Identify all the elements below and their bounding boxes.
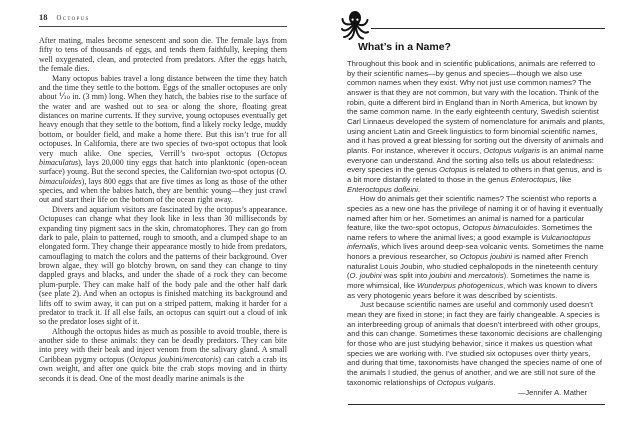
running-head-title: Octopus: [56, 15, 90, 22]
paragraph: Many octopus babies travel a long distance between the time they hatch and the time they settle to the bottom. Eggs of the smaller octopuses are only about ⅒ in. (3 mm) long. When they hatch, the babies rise to the surface of the water and are washed out to sea or along the shore, floating great distances on marine currents. If they survive, young octopuses eventually get heavy enough that they settle to the bottom, find a likely rocky ledge, muddy bottom, or boulder field, and make a home there. But this isn’t true for all octopuses. In California, there are two species of two-spot octopus that look very much alike. One species, Verrill’s two-spot octopus (Octopus bimaculatus), lays 20,000 tiny eggs that hatch into planktonic (open-ocean surface) young. But the second species, the Californian two-spot octopus (O. bimaculoides), lays 800 eggs that are five times as long as those of the other species, and when the babies hatch, they are benthic young—they just crawl out and start their life on the bottom of the ocean right away.: [39, 73, 287, 205]
attribution: —Jennifer A. Mather: [517, 388, 587, 398]
running-head: [39, 12, 287, 24]
left-page-body: [39, 36, 287, 383]
header-rule: [39, 26, 287, 27]
page-number: 18: [39, 12, 48, 22]
paragraph: Divers and aquarium visitors are fascinated by the octopus’s appearance. Octopuses can change what they look like in less than 30 milliseconds by expanding tiny pigment sacs in the skin, chromatophores. They can go from dark to pale, plain to patterned, rough to smooth, and a clumped shape to an elongated form. They change their appearance mostly to hide from predators, camouflaging to match the colors and the patterns of their background. Over brown algae, they will go blotchy brown, on sand they can change to tiny dappled grays and blacks, and under the shade of a rock they can become plum-purple. They can make half of the body pale and the other half dark (see plate 2). And when an octopus is finished matching its background and lifts off to swim away, it can put on a striped pattern, making it harder for a predator to track it. If all else fails, an octopus can squirt out a cloud of ink so the predator loses sight of it.: [39, 204, 287, 327]
paragraph: How do animals get their scientific names? The scientist who reports a species as a new one has the privilege of naming it or of having it eventually named after him or her. Sometimes an animal is named for a particular feature, like the two-spot octopus, Octopus bimaculoides. Sometimes the name refers to where the animal lives; a good example is Vulcanoctopus infernalis, which lives around deep-sea volcanic vents. Sometimes the name honors a previous researcher, so Octopus joubini is named after French naturalist Louis Joubin, who studied cephalopods in the nineteenth century (O. joubini was split into joubini and mercatoris). Sometimes the name is more whimsical, like Wunderpus photogenicus, which was known to divers as very photogenic years before it was described by scientists.: [347, 194, 604, 300]
sidebar-body: [347, 59, 605, 387]
octopus-icon: [340, 10, 370, 41]
left-page: [39, 12, 287, 383]
paragraph: After mating, males become senescent and soon die. The female lays from fifty to tens of thousands of eggs, and tends them faithfully, keeping them well oxygenated, clean, and protected from predators. After the eggs hatch, the female dies.: [39, 36, 287, 74]
sidebar-top-rule: [371, 28, 605, 29]
paragraph: Just because scientific names are useful and commonly used doesn’t mean they are fixed in stone; in fact they are fairly changeable. A species is an interbreeding group of animals that doesn’t interbreed with other groups, and this can change. Sometimes these taxonomic decisions are challenging for those who are just studying behavior, since it makes us question what species we are working with. I’ve studied six octopuses over thirty years, and during that time, taxonomists have changed the species name of one of the animals I studied, the genus of another, and we are still not sure of the taxonomic relationships of Octopus vulgaris.: [347, 300, 602, 387]
paragraph: Although the octopus hides as much as possible to avoid trouble, there is another side to these animals: they can be deadly predators. They can bite into prey with their beak and inject venom from the salivary gland. A small Caribbean pygmy octopus (Octopus joubini/mercatoris) can catch a crab its own weight, and after one quick bite the crab stops moving and in thirty seconds it is dead. One of the most deadly marine animals is the: [39, 326, 287, 383]
sidebar-bottom-rule: [348, 404, 605, 405]
right-page-sidebar: [347, 13, 605, 405]
sidebar-title: What’s in a Name?: [358, 41, 451, 53]
paragraph: Throughout this book and in scientific publications, animals are referred to by their scientific names—by genus and species—though we also use common names when they exist. Why not just use common names? The answer is that they are not common, but vary with the location. Think of the robin, quite a different bird in England than in North America, but known by the same common name. In the early eighteenth century, Swedish scientist Carl Linnaeus developed the system of nomenclature for animals and plants, using ancient Latin and Greek linguistics to form binomial scientific names, and it has proved a great blessing for sorting out the diversity of animals and plants. For instance, wherever it occurs, Octopus vulgaris is an animal name everyone can understand. And the sorting also tells us about relatedness: every species in the genus Octopus is related to others in that genus, and is a bit more distantly related to those in the genus Enteroctopus, like Enteroctopus dofleini.: [347, 59, 605, 194]
